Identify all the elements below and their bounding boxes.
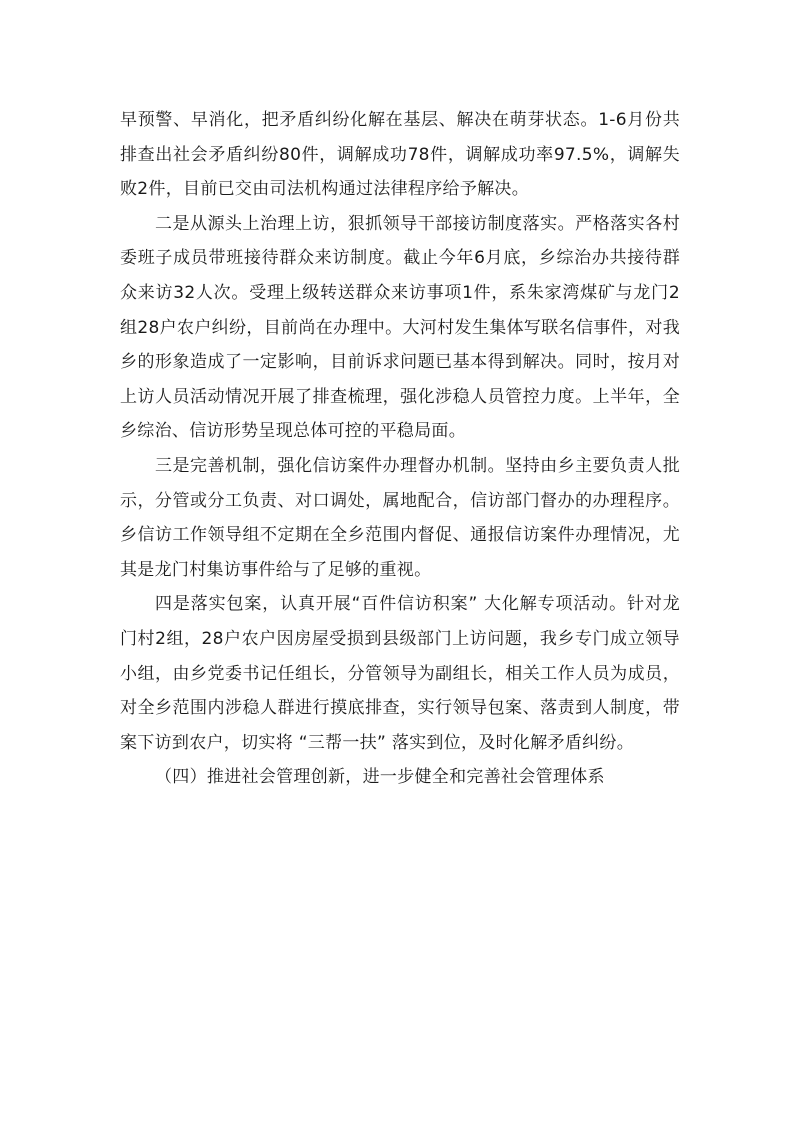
paragraph-mechanism: 三是完善机制，强化信访案件办理督办机制。坚持由乡主要负责人批示，分管或分工负责、对口调处，属地配合，信访部门督办的办理程序。乡信访工作领导组不定期在全乡范围内督促、通报信访案件办理情况，尤其是龙门村集访事件给与了足够的重视。 [120, 455, 680, 580]
paragraph-petition-source: 二是从源头上治理上访，狠抓领导干部接访制度落实。严格落实各村委班子成员带班接待群众来访制度。截止今年6月底，乡综治办共接待群众来访32人次。受理上级转送群众来访事项1件，系朱家湾煤矿与龙门2组28户农户纠纷，目前尚在办理中。大河村发生集体写联名信事件，对我乡的形象造成了一定影响，目前诉求问题已基本得到解决。同时，按月对上访人员活动情况开展了排查梳理，强化涉稳人员管控力度。上半年，全乡综治、信访形势呈现总体可控的平稳局面。 [120, 213, 680, 442]
document-body [120, 103, 680, 795]
section-heading: （四）推进社会管理创新，进一步健全和完善社会管理体系 [155, 767, 605, 788]
paragraph-case-handling: 四是落实包案，认真开展“百件信访积案” 大化解专项活动。针对龙门村2组，28户农户因房屋受损到县级部门上访问题，我乡专门成立领导小组，由乡党委书记任组长，分管领导为副组长，相关工作人员为成员，对全乡范围内涉稳人群进行摸底排查，实行领导包案、落责到人制度，带案下访到农户，切实将 “三帮一扶” 落实到位，及时化解矛盾纠纷。 [120, 594, 680, 753]
paragraph-continuation: 早预警、早消化，把矛盾纠纷化解在基层、解决在萌芽状态。1-6月份共排查出社会矛盾纠纷80件，调解成功78件，调解成功率97.5%，调解失败2件，目前已交由司法机构通过法律程序给予解决。 [120, 110, 680, 200]
